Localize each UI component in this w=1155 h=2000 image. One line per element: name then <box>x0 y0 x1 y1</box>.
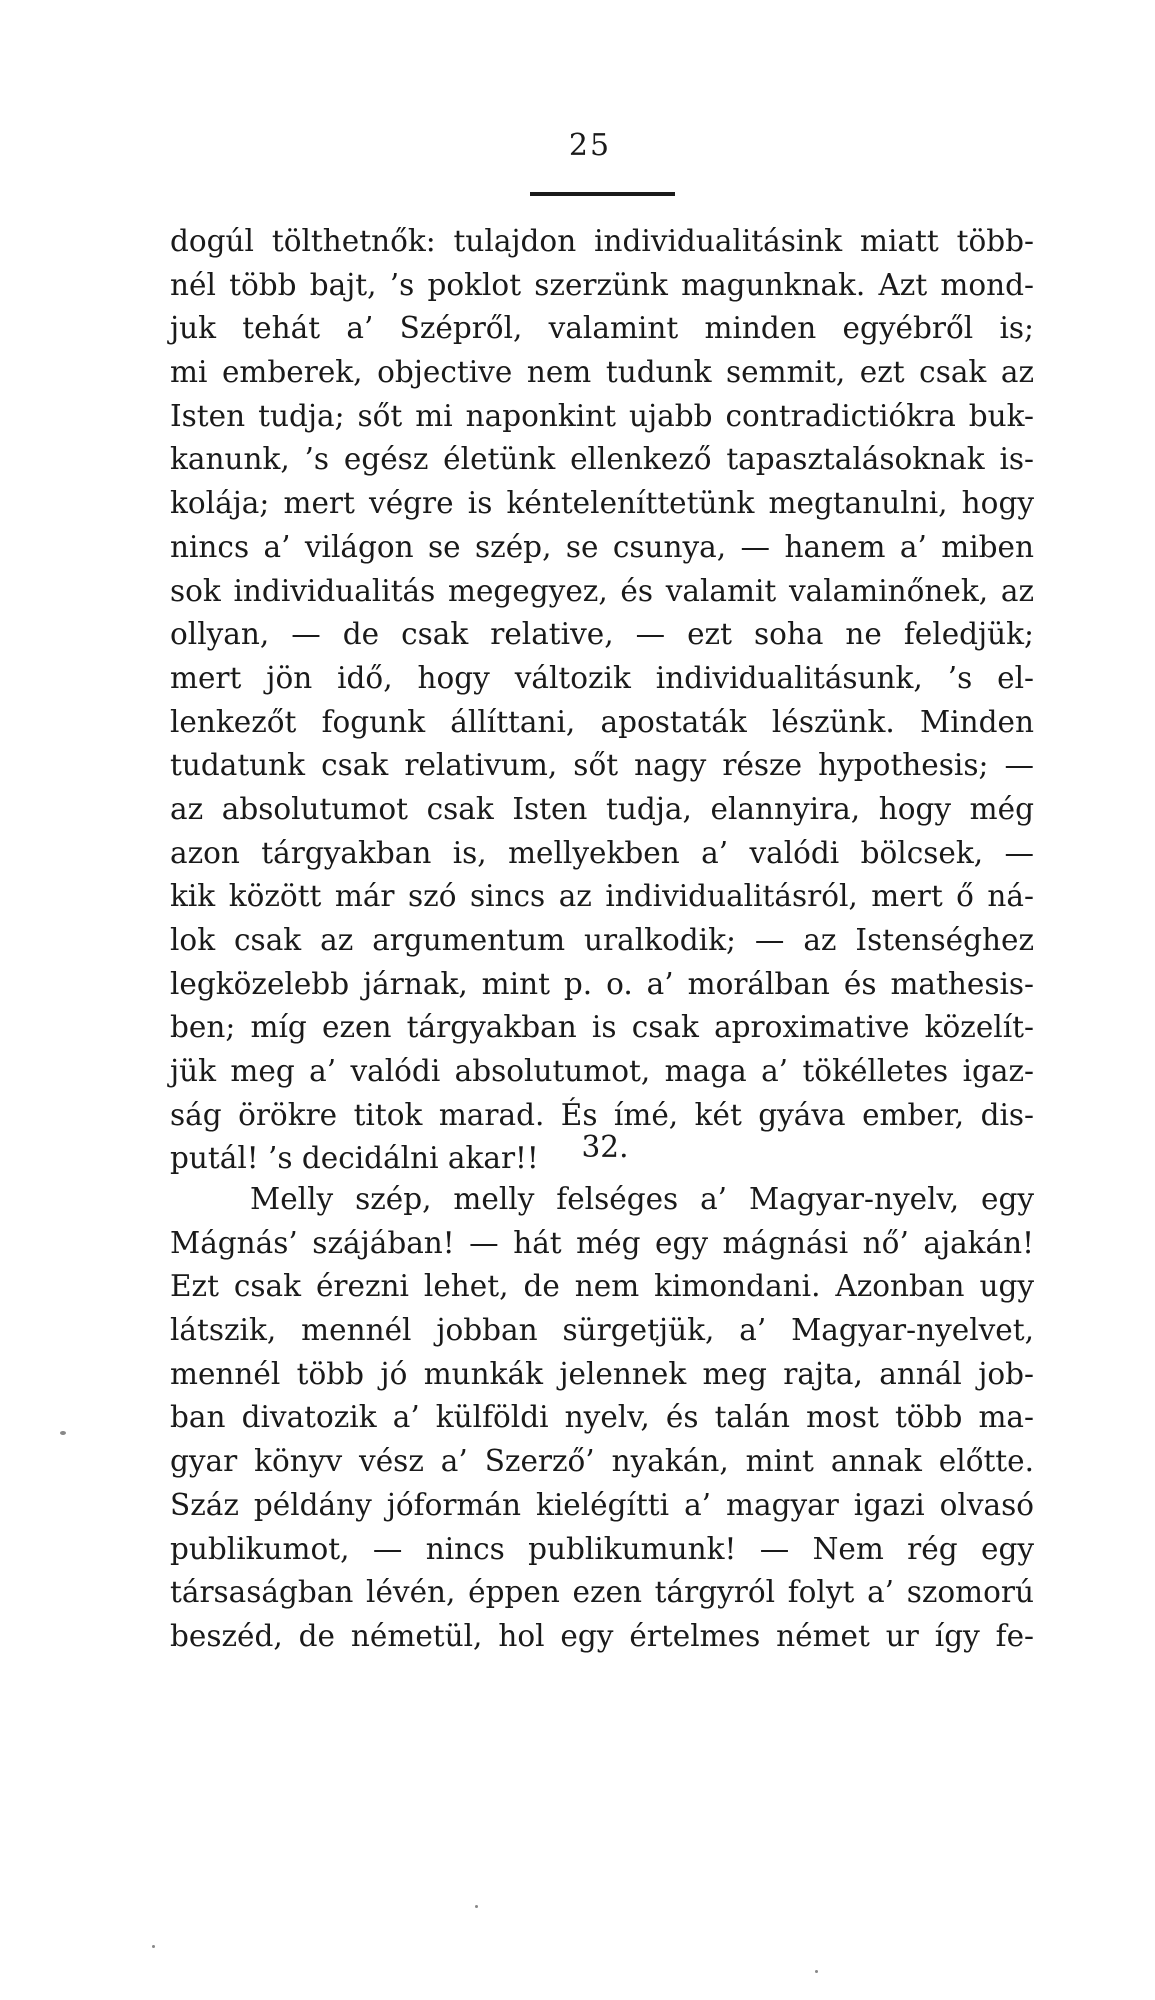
paragraph-2 <box>170 1178 1034 1659</box>
header-rule <box>530 192 675 196</box>
text-line: látszik, mennél jobban sürgetjük, a’ Magyar-nyelvet, <box>170 1313 1034 1348</box>
page-number: 25 <box>568 128 612 163</box>
text-line: mert jön idő, hogy változik individualitásunk, ’s el- <box>170 660 1034 695</box>
paper-speck <box>475 1905 478 1908</box>
text-line: kolája; mert végre is kénteleníttetünk megtanulni, hogy <box>170 486 1034 521</box>
text-line: lenkezőt fogunk állíttani, apostaták lészünk. Minden <box>170 704 1034 739</box>
paragraph-1 <box>170 220 1034 1181</box>
text-line: nél több bajt, ’s poklot szerzünk magunknak. Azt mond- <box>170 267 1034 302</box>
text-line: publikumot, — nincs publikumunk! — Nem rég egy <box>170 1531 1034 1566</box>
text-line: mennél több jó munkák jelennek meg rajta, annál job- <box>170 1356 1034 1391</box>
text-line: Mágnás’ szájában! — hát még egy mágnási nő’ ajakán! <box>170 1225 1034 1260</box>
text-line: Ezt csak érezni lehet, de nem kimondani. Azonban ugy <box>170 1269 1034 1304</box>
paper-speck <box>815 1970 818 1973</box>
text-line: ollyan, — de csak relative, — ezt soha ne feledjük; <box>170 617 1034 652</box>
text-line: ság örökre titok marad. És ímé, két gyáva ember, dis- <box>170 1097 1034 1132</box>
text-line: juk tehát a’ Szépről, valamint minden egyébről is; <box>170 311 1034 346</box>
text-line: tudatunk csak relativum, sőt nagy része hypothesis; — <box>170 748 1034 783</box>
text-line: nincs a’ világon se szép, se csunya, — hanem a’ miben <box>170 529 1034 564</box>
text-line: Isten tudja; sőt mi naponkint ujabb contradictiókra buk- <box>170 398 1034 433</box>
section-number: 32. <box>581 1130 629 1164</box>
text-line: putál! ’s decidálni akar!! <box>170 1141 539 1176</box>
text-line: mi emberek, objective nem tudunk semmit, ezt csak az <box>170 355 1034 390</box>
paper-speck <box>60 1431 66 1435</box>
paper-speck <box>152 1945 155 1948</box>
text-line: társaságban lévén, éppen ezen tárgyról folyt a’ szomorú <box>170 1575 1034 1610</box>
text-line: sok individualitás megegyez, és valamit valaminőnek, az <box>170 573 1034 608</box>
text-line: legközelebb járnak, mint p. o. a’ morálban és mathesis- <box>170 966 1034 1001</box>
text-line: ban divatozik a’ külföldi nyelv, és talán most több ma- <box>170 1400 1034 1435</box>
text-line: jük meg a’ valódi absolutumot, maga a’ tökélletes igaz- <box>170 1054 1034 1089</box>
text-line: azon tárgyakban is, mellyekben a’ valódi bölcsek, — <box>170 835 1034 870</box>
text-line: gyar könyv vész a’ Szerző’ nyakán, mint annak előtte. <box>170 1444 1034 1479</box>
text-line: az absolutumot csak Isten tudja, elannyira, hogy még <box>170 791 1034 826</box>
text-line: lok csak az argumentum uralkodik; — az Istenséghez <box>170 923 1034 957</box>
text-line: Száz példány jóformán kielégítti a’ magyar igazi olvasó <box>170 1487 1034 1522</box>
text-line: dogúl tölthetnők: tulajdon individualitásink miatt több- <box>170 224 1034 258</box>
text-line: kik között már szó sincs az individualitásról, mert ő ná- <box>170 879 1034 914</box>
text-line: kanunk, ’s egész életünk ellenkező tapasztalásoknak is- <box>170 442 1034 477</box>
text-line: beszéd, de németül, hol egy értelmes német ur így fe- <box>170 1618 1034 1653</box>
text-line: Melly szép, melly felséges a’ Magyar-nyelv, egy <box>250 1182 1034 1216</box>
text-line: ben; míg ezen tárgyakban is csak aproximative közelít- <box>170 1010 1034 1045</box>
